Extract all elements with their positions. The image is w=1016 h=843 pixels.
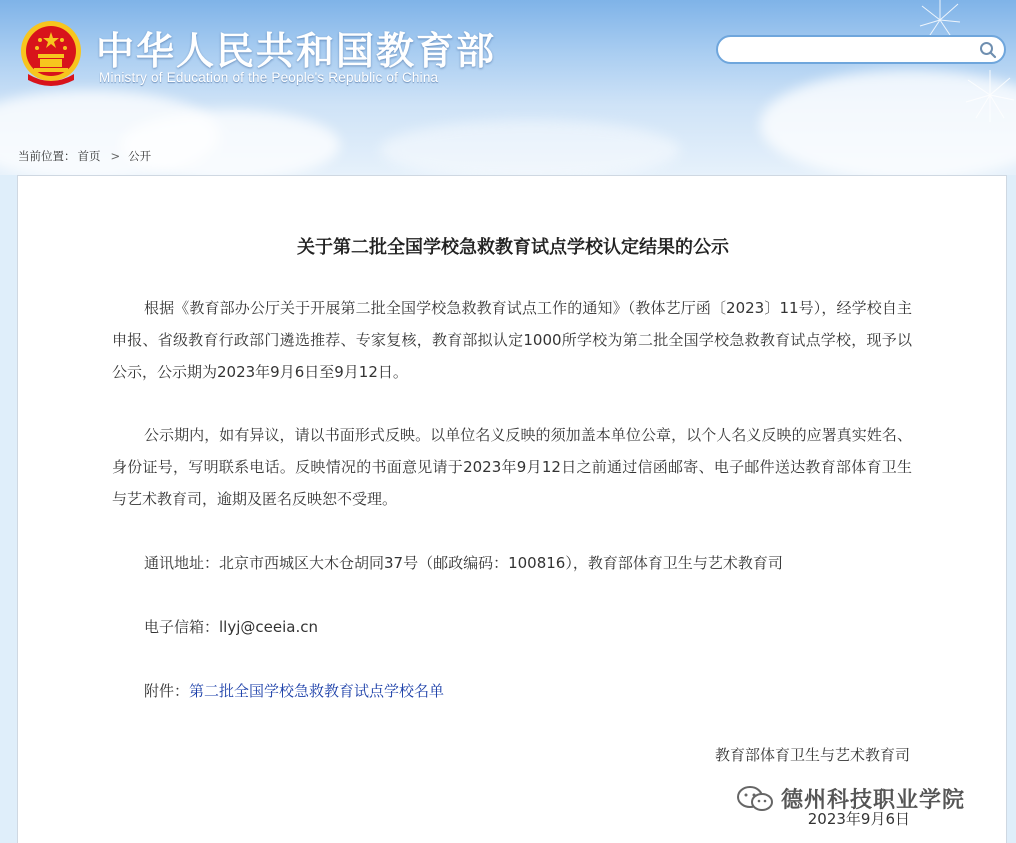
contact-email: 电子信箱：llyj@ceeia.cn (144, 618, 318, 636)
article-paragraph-2: 公示期内，如有异议，请以书面形式反映。以单位名义反映的须加盖本单位公章，以个人名义反映的应署真实姓名、身份证号，写明联系电话。反映情况的书面意见请于2023年9月12日之前通过信函邮寄、电子邮件送达教育部体育卫生与艺术教育司，逾期及匿名反映恕不受理。 (112, 426, 912, 508)
national-emblem-icon (18, 18, 84, 88)
attachment-label: 附件： (144, 682, 190, 700)
search-input[interactable] (730, 40, 970, 59)
site-title: 中华人民共和国教育部 (96, 29, 497, 73)
article-container (17, 175, 1007, 843)
signature-date: 2023年9月6日 (807, 810, 910, 828)
wechat-icon (735, 784, 775, 814)
attachment-line (144, 679, 444, 703)
attachment-link[interactable]: 第二批全国学校急救教育试点学校名单 (189, 682, 445, 700)
breadcrumb-item-home[interactable]: 首页 (77, 149, 101, 163)
cloud-decoration (380, 120, 680, 175)
cloud-decoration (120, 110, 340, 175)
breadcrumb (18, 148, 153, 164)
signature-org: 教育部体育卫生与艺术教育司 (714, 746, 910, 764)
watermark-text: 德州科技职业学院 (781, 788, 966, 813)
watermark (735, 783, 965, 814)
search-icon[interactable] (978, 40, 998, 60)
breadcrumb-item-public[interactable]: 公开 (128, 149, 152, 163)
article-title: 关于第二批全国学校急救教育试点学校认定结果的公示 (297, 237, 729, 258)
contact-address: 通讯地址：北京市西城区大木仓胡同37号（邮政编码：100816），教育部体育卫生与艺术教育司 (144, 554, 783, 572)
article-paragraph-1: 根据《教育部办公厅关于开展第二批全国学校急救教育试点工作的通知》（教体艺厅函〔2023〕11号），经学校自主申报、省级教育行政部门遴选推荐、专家复核，教育部拟认定1000所学校为第二批全国学校急救教育试点学校，现予以公示，公示期为2023年9月6日至9月12日。 (112, 299, 912, 381)
breadcrumb-prefix: 当前位置： (18, 149, 76, 163)
chevron-right-icon: > (110, 149, 121, 163)
dandelion-decoration (880, 0, 1016, 140)
site-header (0, 0, 1016, 175)
search-box (716, 35, 1006, 64)
site-subtitle: Ministry of Education of the People's Republic of China (99, 70, 439, 85)
